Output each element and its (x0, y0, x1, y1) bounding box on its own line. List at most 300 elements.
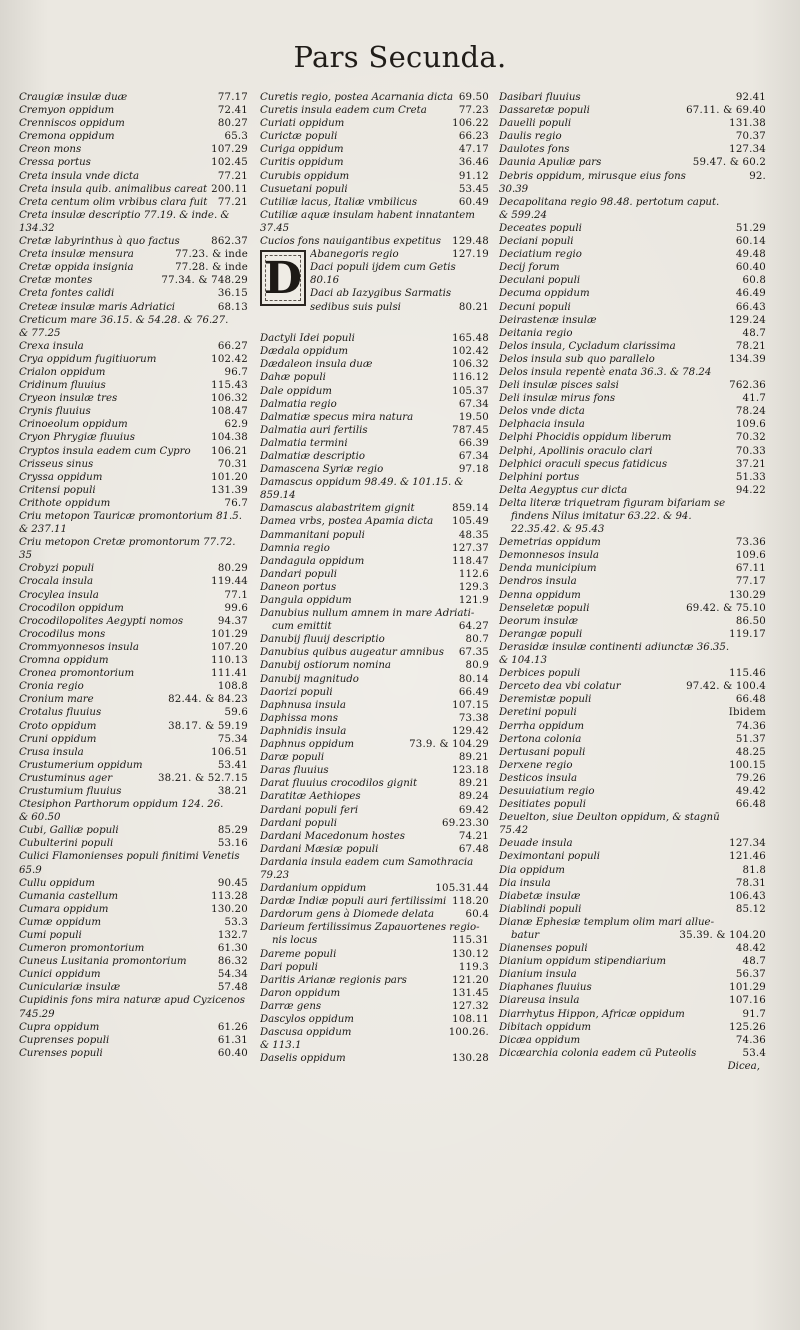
entry-term: Cremyon oppidum (19, 105, 115, 117)
entry-term: Cridinum fluuius (19, 380, 106, 392)
index-entry (499, 1060, 766, 1073)
entry-term: Demonnesos insula (499, 550, 599, 562)
entry-term: Dandari populi (260, 568, 338, 580)
entry-page-ref: 66.48 (735, 694, 766, 706)
entry-page-ref: 60.40 (217, 1047, 248, 1059)
entry-term: Dertusani populi (499, 746, 586, 758)
entry-term: Deli insulæ mirus fons (499, 393, 616, 405)
entry-term: Darræ gens (260, 1000, 322, 1012)
index-entry (260, 515, 489, 528)
entry-term: Cryptos insula eadem cum Cypro (19, 445, 191, 457)
entry-term: Crisseus sinus (19, 458, 94, 470)
entry-page-ref: 107.15 (452, 699, 489, 711)
entry-page-ref: 121.46 (729, 851, 766, 863)
entry-term: Cumæ oppidum (19, 916, 102, 928)
page-title: Pars Secunda. (293, 40, 507, 74)
entry-page-ref: 60.40 (735, 262, 766, 274)
index-entry (260, 921, 489, 934)
index-entry (499, 196, 766, 209)
index-entry (19, 733, 248, 746)
entry-term: Denseletæ populi (499, 602, 590, 614)
entry-page-ref: 60.4 (465, 909, 489, 921)
entry-term: & 599.24 (499, 209, 547, 221)
entry-term: Derasidæ insulæ continenti adiunctæ 36.35. (499, 641, 730, 653)
entry-term: Crotalus fluuius (19, 707, 102, 719)
entry-page-ref: 66.27 (217, 340, 248, 352)
index-entry (19, 484, 248, 497)
index-entry (19, 104, 248, 117)
entry-page-ref: 47.17 (458, 144, 489, 156)
index-entry (499, 706, 766, 719)
entry-page-ref: 53.45 (458, 183, 489, 195)
index-entry (499, 209, 766, 222)
index-entry (499, 994, 766, 1007)
entry-term: Diarrhytus Hippon, Africæ oppidum (499, 1008, 685, 1020)
entry-page-ref: 118.20 (452, 896, 489, 908)
entry-term: Daci ab Iazygibus Sarmatis (310, 288, 452, 300)
entry-term: Curubis oppidum (260, 170, 350, 182)
index-entry (260, 143, 489, 156)
entry-term: Darat fluuius crocodilos gignit (260, 778, 418, 790)
entry-term: Creteæ insulæ maris Adriatici (19, 301, 176, 313)
index-column-1 (19, 91, 248, 1060)
entry-term: & 77.25 (19, 327, 61, 339)
index-entry (499, 104, 766, 117)
entry-page-ref: 53.4 (742, 1047, 766, 1059)
entry-term: Cretæ montes (19, 275, 93, 287)
entry-term: Darieum fertilissimus Zapauortenes regio- (260, 922, 480, 934)
index-entry (499, 497, 766, 510)
entry-page-ref: 66.23 (458, 131, 489, 143)
entry-page-ref: 131.38 (729, 118, 766, 130)
entry-term: Ctesiphon Parthorum oppidum 124. 26. (19, 799, 224, 811)
entry-term: 859.14 (260, 490, 296, 502)
entry-page-ref: 109.6 (735, 550, 766, 562)
index-entry (19, 379, 248, 392)
entry-term: 134.32 (19, 222, 55, 234)
index-entry (260, 476, 489, 489)
entry-page-ref: 110.13 (211, 655, 248, 667)
entry-page-ref: 69.42. & 75.10 (686, 602, 766, 614)
entry-term: Cumara oppidum (19, 903, 109, 915)
index-entry (19, 1008, 248, 1021)
entry-term: Curetis insula eadem cum Creta (260, 105, 427, 117)
entry-term: Dardani populi (260, 817, 338, 829)
entry-term: Crustumerium oppidum (19, 759, 143, 771)
entry-term: Dardæ Indiæ populi auri fertilissimi (260, 896, 447, 908)
index-entry (260, 790, 489, 803)
entry-page-ref: 67.11. & 69.40 (686, 105, 766, 117)
index-entry (499, 968, 766, 981)
entry-page-ref: 89.21 (458, 778, 489, 790)
entry-term: Delos insula sub quo parallelo (499, 353, 655, 365)
index-entry (19, 693, 248, 706)
entry-page-ref: 101.29 (211, 628, 248, 640)
entry-term: Decuni populi (499, 301, 571, 313)
index-entry (19, 445, 248, 458)
entry-term: Daron oppidum (260, 987, 341, 999)
index-entry (19, 720, 248, 733)
index-entry (260, 450, 489, 463)
index-entry (19, 589, 248, 602)
index-entry (499, 248, 766, 261)
index-entry (19, 680, 248, 693)
entry-term: 80.16 (310, 275, 340, 287)
index-entry (19, 850, 248, 863)
entry-page-ref: 41.7 (742, 393, 766, 405)
index-entry (499, 772, 766, 785)
index-entry (260, 183, 489, 196)
entry-term: Culici Flamonienses populi finitimi Venetis (19, 851, 240, 863)
entry-page-ref: 105.49 (452, 516, 489, 528)
entry-term: Dendros insula (499, 576, 577, 588)
entry-page-ref: 48.7 (742, 956, 766, 968)
entry-page-ref: 109.6 (735, 419, 766, 431)
entry-term: Deremistæ populi (499, 694, 592, 706)
entry-page-ref: 108.8 (217, 681, 248, 693)
entry-page-ref: 48.35 (458, 529, 489, 541)
index-entry (260, 659, 489, 672)
index-entry (260, 222, 489, 235)
entry-term: Deuelton, siue Deulton oppidum, & stagnū (499, 812, 720, 824)
index-entry (310, 261, 489, 274)
entry-page-ref: 115.46 (729, 668, 766, 680)
index-entry (19, 903, 248, 916)
entry-term: Dardani populi feri (260, 804, 359, 816)
entry-term: Delos vnde dicta (499, 406, 585, 418)
entry-page-ref: 97.18 (458, 464, 489, 476)
entry-page-ref: 19.50 (458, 411, 489, 423)
index-entry (260, 385, 489, 398)
entry-term: Delos insula, Cycladum clarissima (499, 340, 676, 352)
entry-page-ref: 129.42 (452, 725, 489, 737)
entry-page-ref: 86.32 (217, 956, 248, 968)
entry-term: Croto oppidum (19, 720, 97, 732)
entry-term: Deirastenæ insulæ (499, 314, 597, 326)
entry-term: Daratitæ Aethiopes (260, 791, 361, 803)
entry-page-ref: 78.31 (735, 877, 766, 889)
entry-term: Dicæa oppidum (499, 1034, 581, 1046)
entry-page-ref: 105.31.44 (435, 883, 489, 895)
entry-page-ref: 127.34 (729, 144, 766, 156)
entry-term: Dibitach oppidum (499, 1021, 592, 1033)
entry-term: & 104.13 (499, 655, 547, 667)
entry-term: Cunici oppidum (19, 969, 101, 981)
index-entry (260, 882, 489, 895)
entry-page-ref: 46.49 (735, 288, 766, 300)
index-entry (260, 699, 489, 712)
entry-page-ref: 60.49 (458, 196, 489, 208)
index-entry (19, 510, 248, 523)
index-entry (19, 497, 248, 510)
index-entry (260, 489, 489, 502)
index-entry (499, 340, 766, 353)
index-entry (499, 693, 766, 706)
entry-term: Deli insulæ pisces salsi (499, 380, 619, 392)
index-entry (19, 1047, 248, 1060)
index-entry (19, 929, 248, 942)
entry-term: Daorizi populi (260, 686, 333, 698)
entry-term: Delphacia insula (499, 419, 585, 431)
entry-page-ref: 132.7 (217, 930, 248, 941)
entry-page-ref: 66.43 (735, 301, 766, 313)
index-entry (260, 568, 489, 581)
entry-page-ref: 96.7 (224, 366, 248, 378)
index-entry (260, 764, 489, 777)
index-entry (19, 156, 248, 169)
index-entry (260, 948, 489, 961)
entry-term: Cronia regio (19, 681, 84, 693)
entry-term: Delphini portus (499, 471, 580, 483)
index-entry (19, 824, 248, 837)
index-entry (499, 733, 766, 746)
entry-term: Daritis Arianæ regionis pars (260, 974, 407, 986)
entry-page-ref: 86.50 (735, 615, 766, 627)
entry-term: Damascus oppidum 98.49. & 101.15. & (260, 477, 464, 489)
entry-page-ref: 49.48 (735, 249, 766, 261)
index-entry (19, 654, 248, 667)
index-entry (499, 314, 766, 327)
entry-page-ref: 65.3 (224, 131, 248, 143)
entry-page-ref: 116.12 (452, 372, 489, 384)
entry-term: & 113.1 (260, 1040, 302, 1052)
index-entry (19, 1034, 248, 1047)
index-entry (19, 864, 248, 877)
index-entry (260, 738, 489, 751)
index-entry (499, 156, 766, 169)
entry-term: Cutiliæ lacus, Italiæ vmbilicus (260, 196, 418, 208)
index-entry (19, 955, 248, 968)
index-entry (260, 974, 489, 987)
entry-page-ref: 77.28. & inde (175, 262, 248, 274)
entry-page-ref: 70.33 (735, 445, 766, 457)
index-entry (260, 437, 489, 450)
entry-term: Creta insulæ descriptio 77.19. & inde. & (19, 209, 230, 221)
index-entry (19, 706, 248, 719)
entry-term: 30.39 (499, 183, 529, 195)
entry-page-ref: 73.9. & 104.29 (409, 739, 489, 751)
index-entry (19, 759, 248, 772)
entry-page-ref: 77.17 (735, 576, 766, 588)
entry-term: Dactyli Idei populi (260, 333, 355, 345)
entry-term: Dicæarchia colonia eadem cū Puteolis (499, 1047, 697, 1059)
entry-term: Cumania castellum (19, 890, 119, 902)
index-entry (19, 667, 248, 680)
entry-term: Danubij magnitudo (260, 673, 359, 685)
index-entry (19, 785, 248, 798)
entry-term: Curictæ populi (260, 131, 338, 143)
index-entry (499, 720, 766, 733)
entry-term: Desitiates populi (499, 799, 586, 811)
index-entry (260, 542, 489, 555)
entry-page-ref: 66.49 (458, 686, 489, 698)
index-entry (260, 987, 489, 1000)
index-entry (499, 798, 766, 811)
entry-term: Daræ populi (260, 752, 325, 764)
entry-page-ref: 80.7 (465, 634, 489, 646)
entry-page-ref: 77.21 (217, 170, 248, 182)
entry-term: Damnia regio (260, 542, 330, 554)
entry-term: Daphnidis insula (260, 725, 347, 737)
index-entry (499, 1047, 766, 1060)
entry-page-ref: 100.26. (448, 1027, 489, 1039)
entry-page-ref: 81.8 (742, 864, 766, 876)
entry-page-ref: 119.17 (729, 628, 766, 640)
entry-page-ref: 102.42 (452, 346, 489, 358)
entry-page-ref: 112.6 (458, 568, 489, 580)
entry-term: Dauelli populi (499, 118, 572, 130)
entry-page-ref: 131.45 (452, 987, 489, 999)
entry-term: Debris oppidum, mirusque eius fons (499, 170, 686, 182)
entry-term: Danubij fluuij descriptio (260, 634, 385, 646)
entry-term: Dahæ populi (260, 372, 326, 384)
entry-page-ref: 108.47 (211, 406, 248, 418)
entry-page-ref: 101.20 (211, 471, 248, 483)
entry-term: batur (511, 930, 540, 941)
index-entry (499, 91, 766, 104)
entry-term: 65.9 (19, 864, 42, 876)
index-entry (499, 523, 766, 536)
entry-term: 75.42 (499, 825, 529, 837)
entry-term: Dardani Mæsiæ populi (260, 843, 379, 855)
entry-page-ref: 99.6 (224, 602, 248, 614)
entry-page-ref: 48.7 (742, 327, 766, 339)
initial-letter: D (263, 252, 303, 304)
entry-page-ref: 53.16 (217, 838, 248, 850)
entry-term: findens Nilus imitatur 63.22. & 94. (511, 511, 692, 522)
entry-term: Derrha oppidum (499, 720, 584, 732)
entry-term: Cruni oppidum (19, 733, 97, 745)
decorated-initial (260, 250, 306, 306)
entry-page-ref: 107.16 (729, 995, 766, 1007)
entry-page-ref: 60.14 (735, 236, 766, 248)
entry-page-ref: 69.23.30 (442, 817, 489, 829)
entry-page-ref: 36.46 (458, 157, 489, 169)
entry-page-ref: 91.12 (458, 170, 489, 182)
index-entry (260, 209, 489, 222)
index-entry (260, 358, 489, 371)
index-entry (19, 798, 248, 811)
entry-page-ref: 69.50 (458, 92, 489, 103)
entry-term: Crustumium fluuius (19, 785, 122, 797)
index-entry (260, 961, 489, 974)
entry-page-ref: 80.9 (465, 660, 489, 672)
index-entry (260, 934, 489, 947)
entry-term: Dia oppidum (499, 864, 565, 876)
index-entry (260, 104, 489, 117)
entry-term: Dalmatia termini (260, 437, 348, 449)
entry-page-ref: Ibidem (728, 707, 766, 719)
entry-term: 35 (19, 550, 32, 562)
index-entry (19, 890, 248, 903)
index-entry (19, 968, 248, 981)
index-entry (499, 955, 766, 968)
entry-term: Crexa insula (19, 340, 84, 352)
index-entry (499, 1008, 766, 1021)
index-entry (19, 209, 248, 222)
index-entry (310, 287, 489, 300)
entry-page-ref: 130.28 (452, 1053, 489, 1065)
index-entry (499, 287, 766, 300)
entry-term: Curitis oppidum (260, 157, 344, 169)
entry-page-ref: 74.21 (458, 830, 489, 842)
entry-term: Dianenses populi (499, 943, 588, 955)
entry-page-ref: 123.18 (452, 765, 489, 777)
index-entry (260, 130, 489, 143)
entry-page-ref: 119.3 (458, 961, 489, 973)
entry-page-ref: 200.11 (211, 183, 248, 195)
entry-term: Cubulterini populi (19, 838, 114, 850)
entry-page-ref: 85.12 (735, 903, 766, 915)
entry-term: Deitania regio (499, 327, 573, 339)
index-entry (499, 746, 766, 759)
entry-page-ref: 80.21 (458, 301, 489, 313)
index-entry (499, 785, 766, 798)
entry-term: Cryeon insulæ tres (19, 393, 118, 405)
index-entry (499, 222, 766, 235)
entry-term: Curetis regio, postea Acarnania dicta (260, 92, 454, 103)
index-entry (310, 274, 489, 287)
entry-term: Dalmatia regio (260, 398, 337, 410)
entry-page-ref: 106.51 (211, 746, 248, 758)
entry-page-ref: 64.27 (458, 621, 489, 633)
entry-term: Crinoeolum oppidum (19, 419, 128, 431)
index-entry (499, 837, 766, 850)
index-entry (260, 895, 489, 908)
entry-page-ref: 115.31 (452, 935, 489, 947)
index-entry (19, 575, 248, 588)
index-entry (499, 628, 766, 641)
index-entry (19, 549, 248, 562)
entry-term: Craugiæ insulæ duæ (19, 92, 128, 103)
index-entry (499, 418, 766, 431)
entry-page-ref: 100.15 (729, 759, 766, 771)
entry-term: Cupra oppidum (19, 1021, 100, 1033)
index-entry (499, 353, 766, 366)
entry-term: Dædaleon insula duæ (260, 359, 373, 371)
entry-term: Cretæ oppida insignia (19, 262, 134, 274)
entry-term: Delphi Phocidis oppidum liberum (499, 432, 672, 444)
entry-term: Critensi populi (19, 484, 96, 496)
entry-term: & 60.50 (19, 812, 61, 824)
entry-term: Delphi, Apollinis oraculo clari (499, 445, 653, 457)
entry-page-ref: 36.15 (217, 288, 248, 300)
entry-term: Crocala insula (19, 576, 94, 588)
entry-page-ref: 75.34 (217, 733, 248, 745)
entry-term: Cuprenses populi (19, 1034, 110, 1046)
index-entry (19, 366, 248, 379)
index-entry (19, 301, 248, 314)
index-entry (19, 91, 248, 104)
entry-page-ref: 787.45 (452, 424, 489, 436)
index-entry (260, 869, 489, 882)
entry-page-ref: 107.20 (211, 641, 248, 653)
index-entry (499, 431, 766, 444)
index-entry (260, 424, 489, 437)
entry-term: Desticos insula (499, 772, 578, 784)
entry-page-ref: 51.29 (735, 222, 766, 234)
entry-term: Dassaretæ populi (499, 105, 590, 117)
index-entry (260, 751, 489, 764)
index-entry (499, 117, 766, 130)
entry-term: Deorum insulæ (499, 615, 579, 627)
entry-term: Abanegoris regio (310, 249, 399, 261)
index-entry (19, 628, 248, 641)
entry-page-ref: 66.48 (735, 799, 766, 811)
entry-page-ref: 38.21. & 52.7.15 (157, 772, 248, 784)
entry-term: Daselis oppidum (260, 1053, 346, 1065)
index-entry (310, 248, 489, 261)
